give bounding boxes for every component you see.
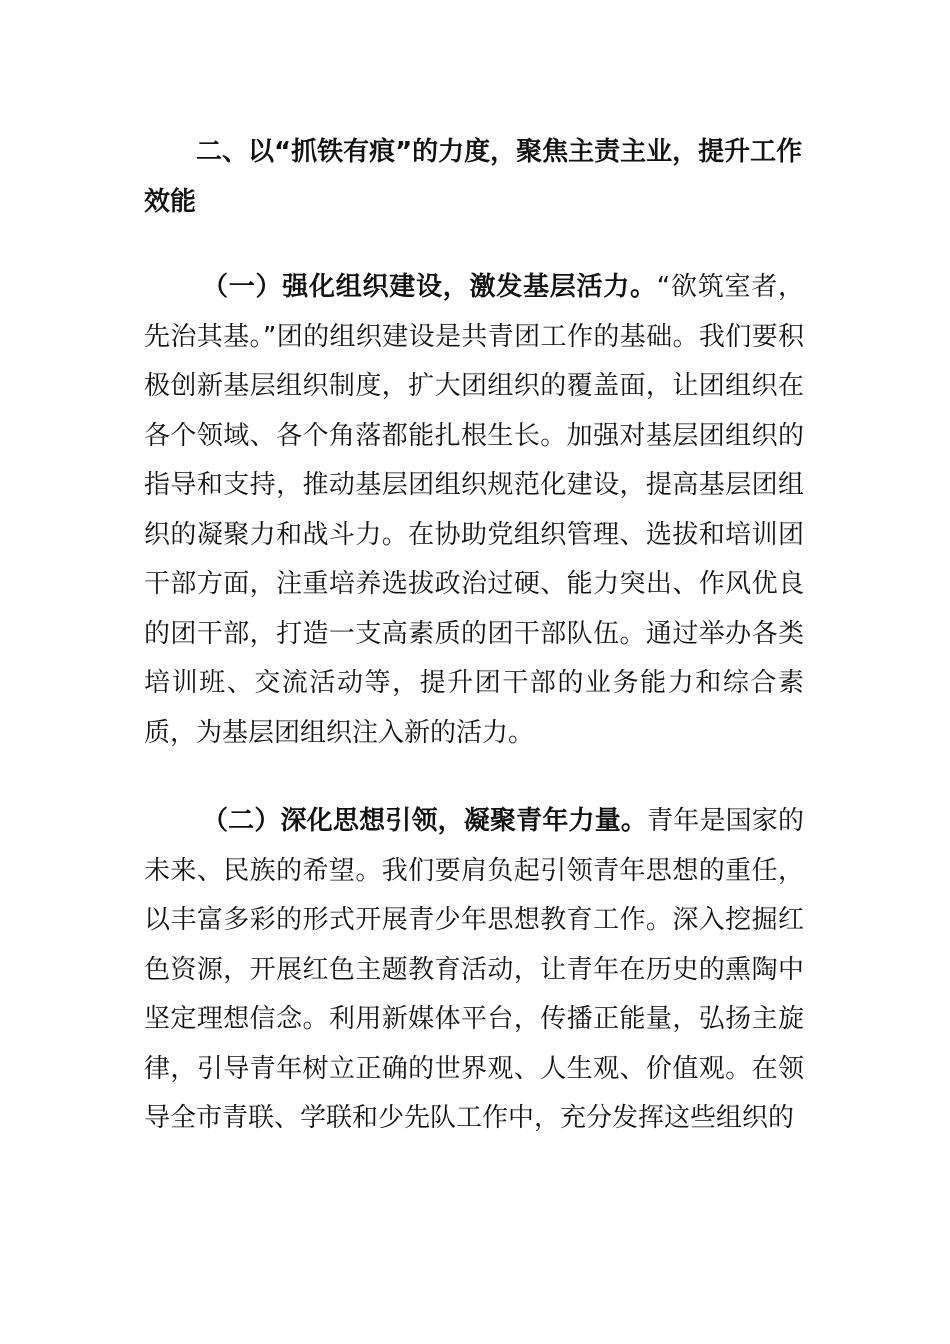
paragraph-lead-title: （二）深化思想引领，凝聚青年力量。	[202, 806, 648, 836]
paragraph-body-text: 青年是国家的未来、民族的希望。我们要肩负起引领青年思想的重任，以丰富多彩的形式开展青少年思想教育工作。深入挖掘红色资源，开展红色主题教育活动，让青年在历史的熏陶中坚定理想信念。利用新媒体平台，传播正能量，弘扬主旋律，引导青年树立正确的世界观、人生观、价值观。在领导全市青联、学联和少先队工作中，充分发挥这些组织的	[144, 806, 804, 1133]
paragraph-organization-building	[144, 263, 804, 758]
paragraph-body-text: “欲筑室者，先治其基。”团的组织建设是共青团工作的基础。我们要积极创新基层组织制度，扩大团组织的覆盖面，让团组织在各个领域、各个角落都能扎根生长。加强对基层团组织的指导和支持，推动基层团组织规范化建设，提高基层团组织的凝聚力和战斗力。在协助党组织管理、选拔和培训团干部方面，注重培养选拔政治过硬、能力突出、作风优良的团干部，打造一支高素质的团干部队伍。通过举办各类培训班、交流活动等，提升团干部的业务能力和综合素质，为基层团组织注入新的活力。	[144, 272, 804, 748]
paragraph-lead-title: （一）强化组织建设，激发基层活力。	[202, 272, 657, 302]
section-heading: 二、以“抓铁有痕”的力度，聚焦主责主业，提升工作效能	[144, 137, 803, 217]
paragraph-ideological-guidance	[144, 797, 804, 1144]
